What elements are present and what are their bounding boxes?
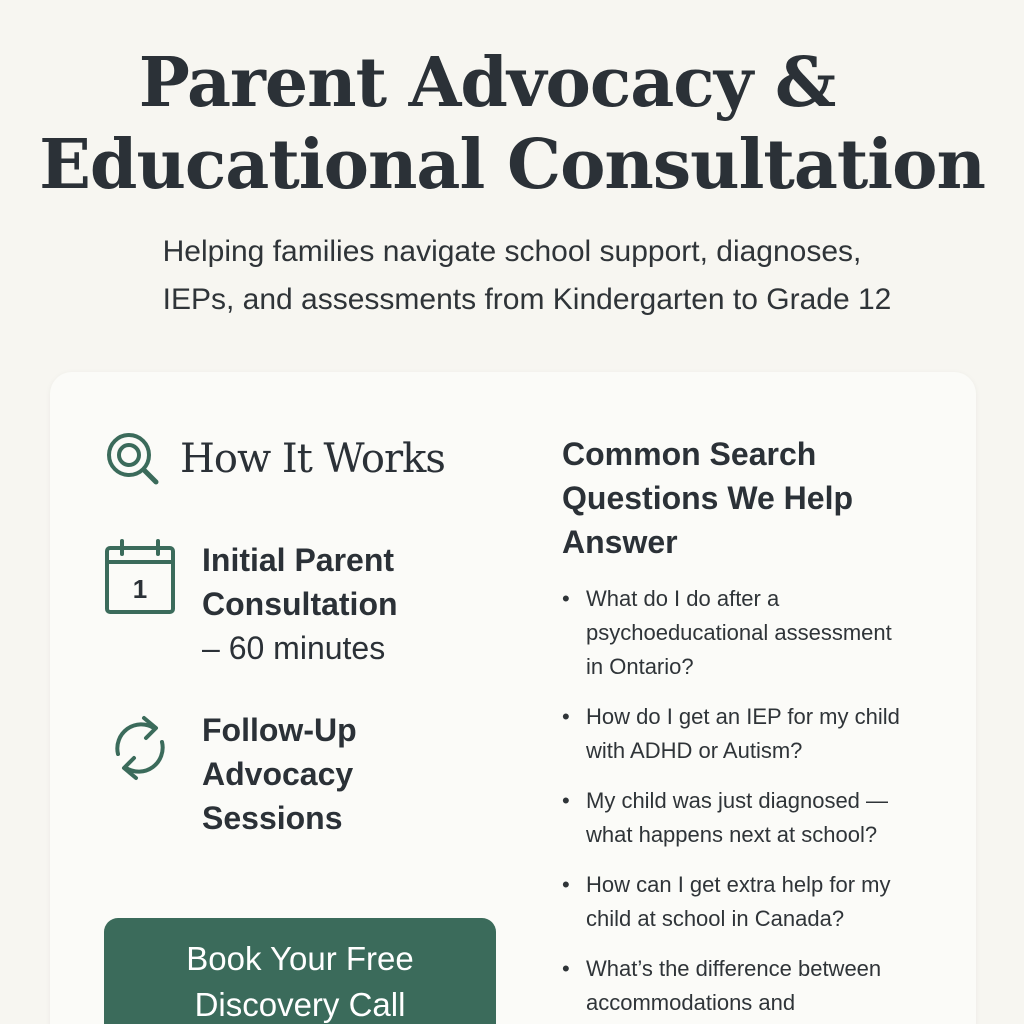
step-2-line-1: Follow-Up bbox=[202, 712, 357, 748]
step-2-line-2: Advocacy bbox=[202, 756, 354, 792]
faq-item bbox=[562, 784, 962, 852]
page-subtitle-line-1: Helping families navigate school support, diagnoses, bbox=[162, 235, 862, 268]
faq-item-line: How do I get an IEP for my child bbox=[586, 704, 900, 729]
faq-item bbox=[562, 582, 962, 684]
bullet-icon: • bbox=[562, 586, 570, 611]
faq-title-line-2: Questions We Help bbox=[562, 480, 854, 516]
faq-item-line: My child was just diagnosed — bbox=[586, 788, 889, 813]
page-title bbox=[0, 42, 1024, 206]
faq-item-line: What do I do after a bbox=[586, 586, 780, 611]
calendar-icon bbox=[104, 538, 176, 618]
step-2-line-3: Sessions bbox=[202, 800, 343, 836]
faq-item bbox=[562, 700, 962, 768]
how-it-works-header bbox=[104, 428, 445, 490]
faq-title-line-3: Answer bbox=[562, 524, 678, 560]
cta-line-1: Book Your Free bbox=[186, 940, 414, 977]
step-follow-up-sessions bbox=[104, 708, 357, 840]
page-subtitle-line-2: IEPs, and assessments from Kindergarten to Grade 12 bbox=[162, 283, 892, 316]
step-1-line-2: Consultation bbox=[202, 586, 398, 622]
faq-item-line: accommodations and bbox=[586, 990, 796, 1015]
bullet-icon: • bbox=[562, 956, 570, 981]
page-title-line-1: Parent Advocacy & bbox=[138, 43, 836, 123]
faq-item-line: in Ontario? bbox=[586, 654, 694, 679]
step-1-line-1: Initial Parent bbox=[202, 542, 395, 578]
faq-title bbox=[562, 432, 942, 564]
faq-item-line: psychoeducational assessment bbox=[586, 620, 892, 645]
faq-item-line: what happens next at school? bbox=[586, 822, 878, 847]
step-1-text bbox=[202, 538, 398, 670]
step-1-line-3: – 60 minutes bbox=[202, 630, 386, 666]
page-title-line-2: Educational Consultation bbox=[39, 125, 985, 205]
book-discovery-call-button[interactable] bbox=[104, 918, 496, 1024]
faq-item-line: with ADHD or Autism? bbox=[586, 738, 803, 763]
bullet-icon: • bbox=[562, 788, 570, 813]
calendar-day: 1 bbox=[132, 574, 148, 604]
how-it-works-title: How It Works bbox=[180, 436, 445, 482]
faq-item-line: What’s the difference between bbox=[586, 956, 882, 981]
faq-item-line: child at school in Canada? bbox=[586, 906, 845, 931]
bullet-icon: • bbox=[562, 704, 570, 729]
step-2-text bbox=[202, 708, 357, 840]
bullet-icon: • bbox=[562, 872, 570, 897]
refresh-icon bbox=[104, 708, 176, 788]
faq-item bbox=[562, 952, 962, 1020]
faq-list bbox=[562, 582, 962, 1024]
step-initial-consultation bbox=[104, 538, 398, 670]
page-subtitle bbox=[0, 228, 1024, 324]
faq-item bbox=[562, 868, 962, 936]
faq-title-line-1: Common Search bbox=[562, 436, 817, 472]
cta-line-2: Discovery Call bbox=[194, 986, 406, 1023]
faq-item-line: How can I get extra help for my bbox=[586, 872, 891, 897]
search-icon bbox=[104, 430, 162, 488]
